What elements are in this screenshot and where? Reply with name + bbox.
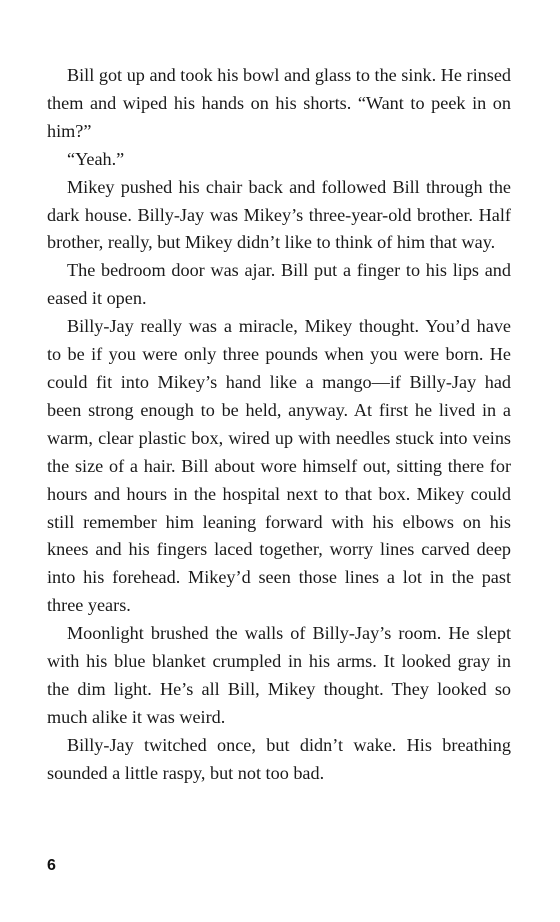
paragraph: Mikey pushed his chair back and followed Bill through the dark house. Billy-Jay was Mikey’s three-year-old brother. Half brother, really, but Mikey didn’t like to think of him that way. (47, 176, 511, 253)
paragraph: The bedroom door was ajar. Bill put a finger to his lips and eased it open. (47, 260, 511, 309)
paragraph: Billy-Jay twitched once, but didn’t wake. His breathing sounded a little raspy, but not too bad. (47, 734, 511, 783)
page-body (47, 62, 511, 788)
page-number: 6 (47, 857, 56, 874)
paragraph: Bill got up and took his bowl and glass to the sink. He rinsed them and wiped his hands on his shorts. “Want to peek in on him?” (47, 65, 511, 141)
paragraph: Moonlight brushed the walls of Billy-Jay’s room. He slept with his blue blanket crumpled in his arms. It looked gray in the dim light. He’s all Bill, Mikey thought. They looked so much alike it was weird. (47, 623, 511, 727)
paragraph: Billy-Jay really was a miracle, Mikey thought. You’d have to be if you were only three pounds when you were born. He could fit into Mikey’s hand like a mango—if Billy-Jay had been strong enough to be held, anyway. At first he lived in a warm, clear plastic box, wired up with needles stuck into veins the size of a hair. Bill about wore himself out, sitting there for hours and hours in the hospital next to that box. Mikey could still remember him leaning forward with his elbows on his knees and his fingers laced together, worry lines carved deep into his forehead. Mikey’d seen those lines a lot in the past three years. (47, 316, 511, 616)
paragraph: “Yeah.” (67, 148, 125, 169)
